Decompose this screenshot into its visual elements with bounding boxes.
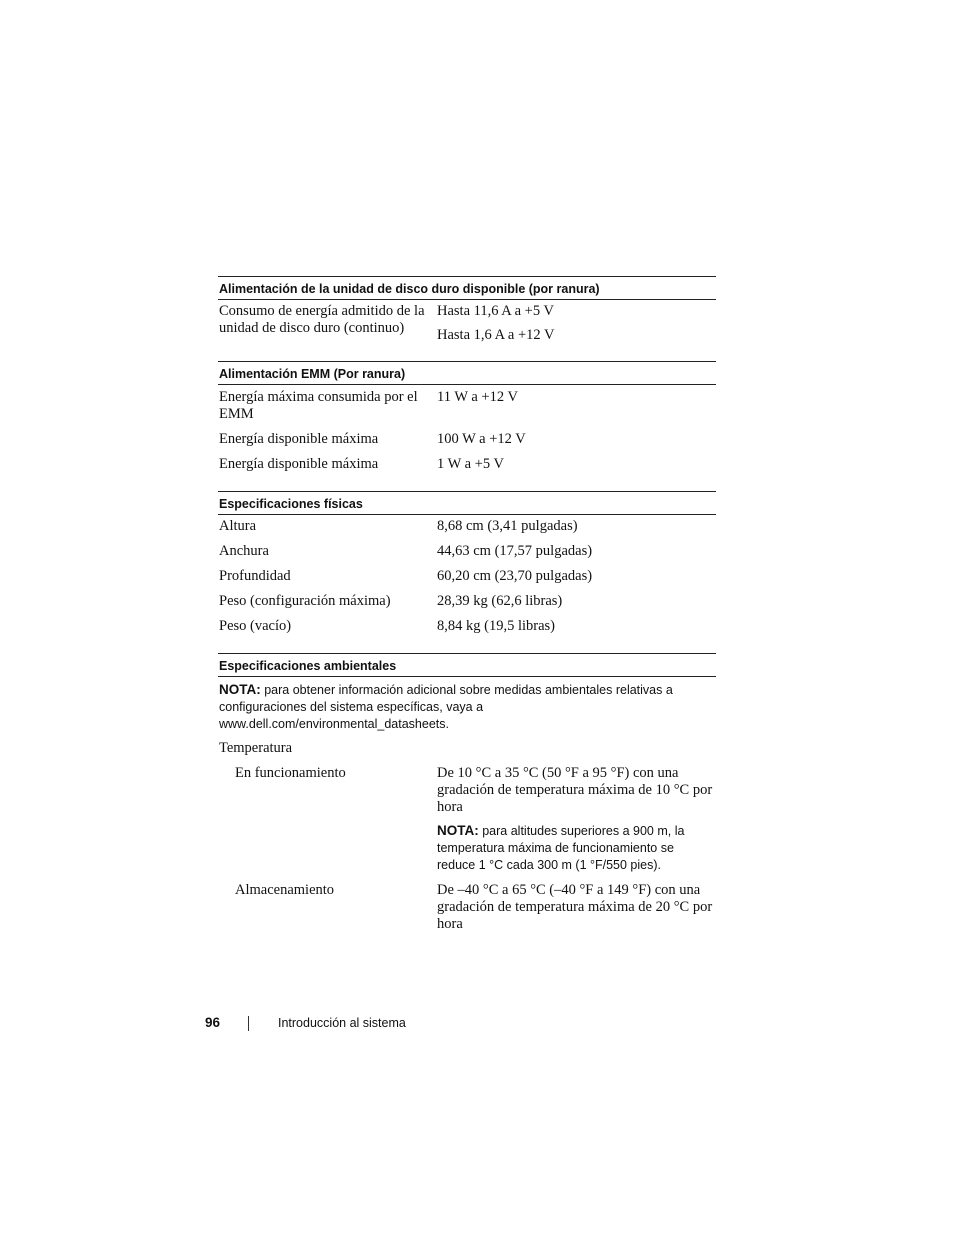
row-label-height: Altura (219, 518, 257, 534)
operating-value: De 10 °C a 35 °C (50 °F a 95 °F) con una gradación de temperatura máxima de 10 °C por hora (437, 765, 713, 815)
row-value-emm-available-12v: 100 W a +12 V (437, 431, 526, 447)
storage-label: Almacenamiento (235, 882, 335, 898)
section-heading-physical: Especificaciones físicas (218, 491, 716, 515)
row-label-emm-available-5v: Energía disponible máxima (219, 456, 379, 472)
row-label-hdd-consumption: Consumo de energía admitido de la unidad de disco duro (continuo) (219, 303, 425, 336)
row-value-hdd-12v: Hasta 1,6 A a +12 V (437, 327, 555, 343)
row-value-depth: 60,20 cm (23,70 pulgadas) (437, 568, 593, 584)
footer-divider (248, 1016, 249, 1031)
environmental-note (219, 681, 699, 733)
row-value-emm-available-5v: 1 W a +5 V (437, 456, 504, 472)
row-value-height: 8,68 cm (3,41 pulgadas) (437, 518, 578, 534)
row-label-depth: Profundidad (219, 568, 291, 584)
row-value-emm-max-consumed: 11 W a +12 V (437, 389, 518, 405)
temperature-label: Temperatura (219, 740, 293, 756)
row-value-weight-empty: 8,84 kg (19,5 libras) (437, 618, 555, 634)
row-label-weight-max: Peso (configuración máxima) (219, 593, 391, 609)
row-label-width: Anchura (219, 543, 269, 559)
operating-label: En funcionamiento (235, 765, 346, 781)
row-value-width: 44,63 cm (17,57 pulgadas) (437, 543, 593, 559)
section-heading-emm-power: Alimentación EMM (Por ranura) (218, 361, 716, 385)
row-value-hdd-5v: Hasta 11,6 A a +5 V (437, 303, 554, 319)
environmental-datasheets-link[interactable]: www.dell.com/environmental_datasheets (219, 717, 446, 731)
storage-value: De –40 °C a 65 °C (–40 °F a 149 °F) con una gradación de temperatura máxima de 20 °C por hora (437, 882, 713, 932)
row-label-emm-available-12v: Energía disponible máxima (219, 431, 379, 447)
operating-note (437, 822, 705, 874)
note-label: NOTA: (219, 682, 261, 697)
section-heading-hdd-power: Alimentación de la unidad de disco duro disponible (por ranura) (218, 276, 716, 300)
note-end: . (445, 717, 449, 731)
row-value-weight-max: 28,39 kg (62,6 libras) (437, 593, 563, 609)
row-label-weight-empty: Peso (vacío) (219, 618, 292, 634)
row-label-emm-max-consumed: Energía máxima consumida por el EMM (219, 389, 418, 422)
note-text: para obtener información adicional sobre medidas ambientales relativas a configuraciones del sistema específicas, vaya a (219, 683, 673, 714)
footer-title: Introducción al sistema (278, 1016, 406, 1030)
operating-note-label: NOTA: (437, 823, 479, 838)
operating-note-text: para altitudes superiores a 900 m, la temperatura máxima de funcionamiento se reduce 1 °C cada 300 m (1 °F/550 pies). (437, 824, 685, 872)
section-heading-environmental: Especificaciones ambientales (218, 653, 716, 677)
page-number: 96 (205, 1015, 221, 1030)
